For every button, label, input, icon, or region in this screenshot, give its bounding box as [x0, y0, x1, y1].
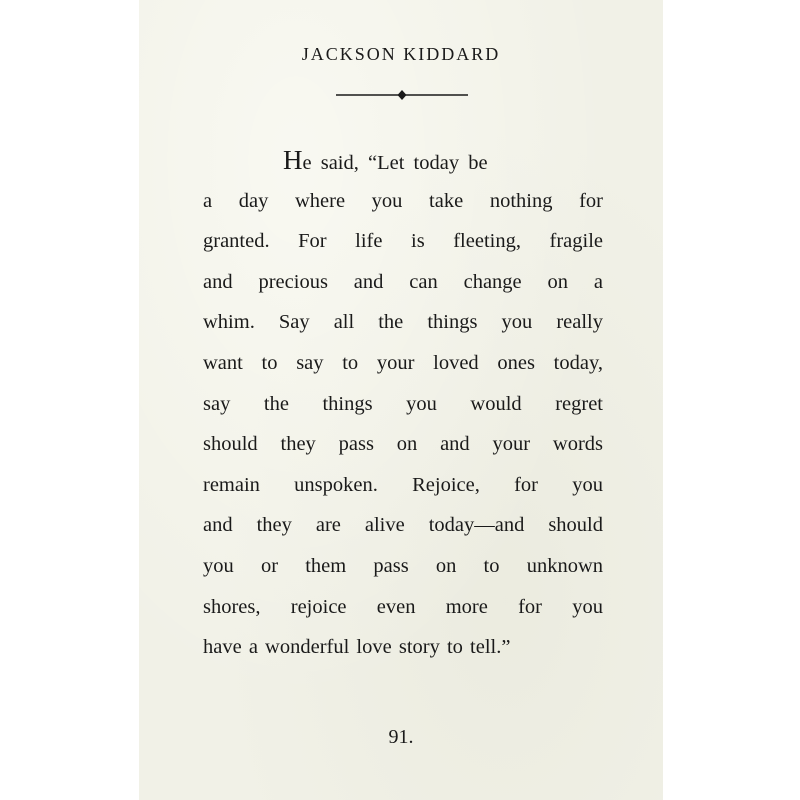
drop-cap: H — [283, 145, 303, 175]
divider-ornament-icon — [336, 88, 468, 102]
quote-line: should they pass on and your words — [203, 433, 603, 456]
quote-line — [203, 140, 603, 181]
quote-line: have a wonderful love story to tell.” — [203, 636, 511, 659]
quote-line: and they are alive today—and should — [203, 514, 603, 537]
page-number: 91. — [388, 726, 414, 748]
quote-line: and precious and can change on a — [203, 270, 603, 293]
book-page — [139, 0, 663, 800]
quote-line: shores, rejoice even more for you — [203, 595, 603, 618]
quote-line: a day where you take nothing for — [203, 189, 603, 212]
quote-line: you or them pass on to unknown — [203, 554, 603, 577]
quote-line: granted. For life is fleeting, fragile — [203, 230, 603, 253]
quote-passage — [203, 140, 603, 668]
quote-line: say the things you would regret — [203, 392, 603, 415]
quote-line-text: e said, “Let today be — [302, 152, 488, 174]
quote-line: want to say to your loved ones today, — [203, 351, 603, 374]
author-heading: JACKSON KIDDARD — [301, 44, 501, 64]
quote-line: remain unspoken. Rejoice, for you — [203, 473, 603, 496]
quote-line: whim. Say all the things you really — [203, 311, 603, 334]
